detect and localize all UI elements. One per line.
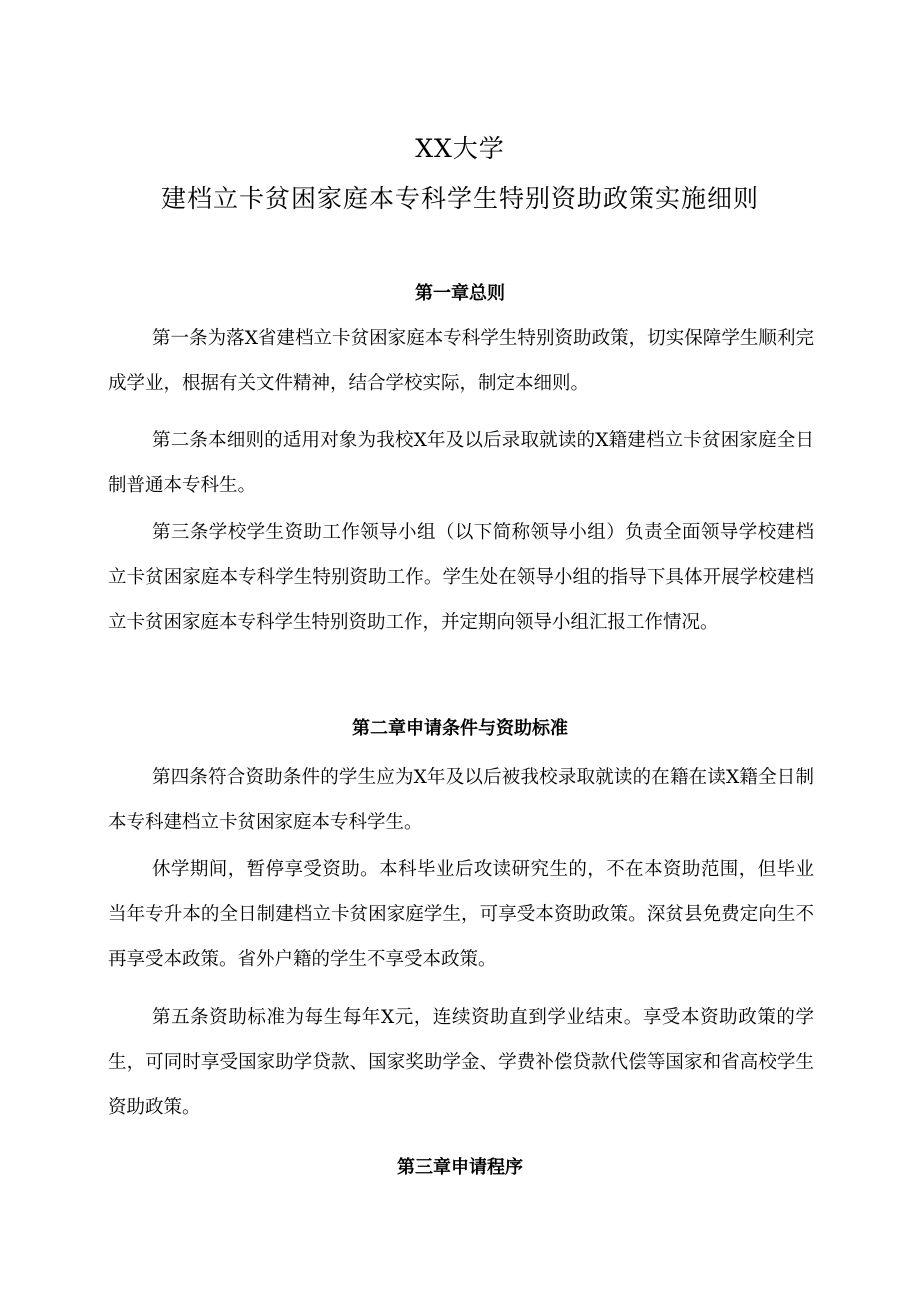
article-5: 第五条资助标准为每生每年X元，连续资助直到学业结束。享受本资助政策的学生，可同时享受国家助学贷款、国家奖助学金、学费补偿贷款代偿等国家和省高校学生资助政策。	[108, 1007, 814, 1118]
article-4: 第四条符合资助条件的学生应为X年及以后被我校录取就读的在籍在读X籍全日制本专科建档立卡贫困家庭本专科学生。	[108, 767, 814, 833]
chapter-1-heading: 第一章总则	[415, 283, 505, 304]
document-title: 建档立卡贫困家庭本专科学生特别资助政策实施细则	[160, 184, 759, 213]
article-2: 第二条本细则的适用对象为我校X年及以后录取就读的X籍建档立卡贫困家庭全日制普通本专科生。	[108, 430, 814, 496]
article-1: 第一条为落X省建档立卡贫困家庭本专科学生特别资助政策，切实保障学生顺利完成学业，根据有关文件精神，结合学校实际，制定本细则。	[108, 328, 814, 394]
chapter-2-heading: 第二章申请条件与资助标准	[352, 718, 568, 739]
document-title-university: XX大学	[415, 134, 505, 163]
chapter-3-heading: 第三章申请程序	[397, 1157, 523, 1178]
article-4-supplement: 休学期间，暂停享受资助。本科毕业后攻读研究生的，不在本资助范围，但毕业当年专升本的全日制建档立卡贫困家庭学生，可享受本资助政策。深贫县免费定向生不再享受本政策。省外户籍的学生不享受本政策。	[108, 859, 814, 970]
article-3: 第三条学校学生资助工作领导小组（以下简称领导小组）负责全面领导学校建档立卡贫困家庭本专科学生特别资助工作。学生处在领导小组的指导下具体开展学校建档立卡贫困家庭本专科学生特别资助工作，并定期向领导小组汇报工作情况。	[108, 522, 814, 633]
